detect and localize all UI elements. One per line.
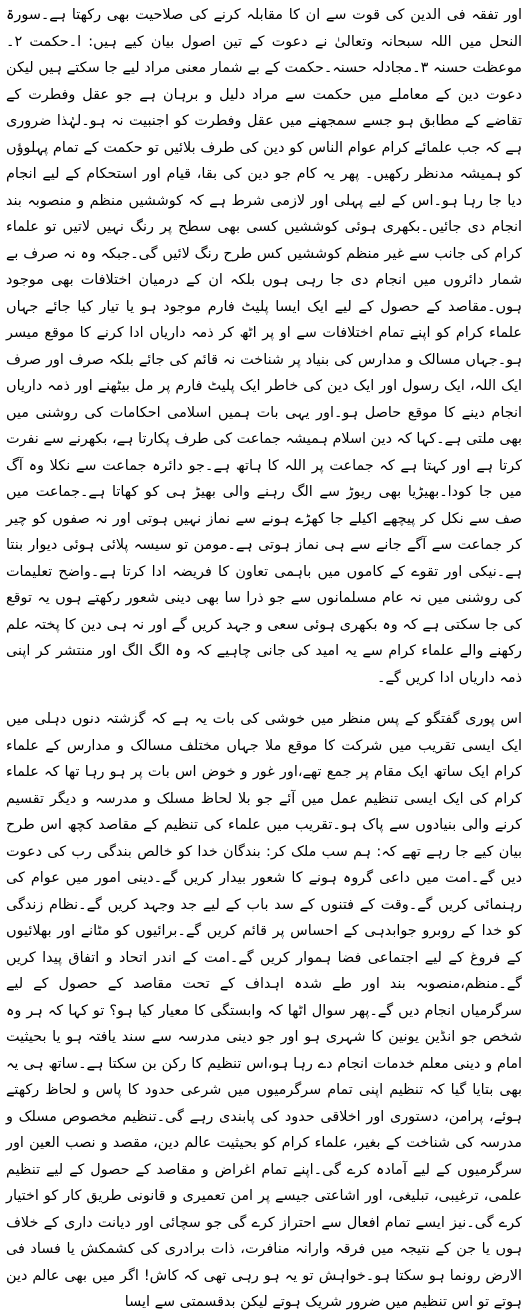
paragraph-1: اور تفقہ فی الدین کی قوت سے ان کا مقابلہ کرنے کی صلاحیت بھی رکھتا ہے۔سورۃ النحل میں اللہ سبحانہ وتعالیٰ نے دعوت کے تین اصول بیان کیے ہیں: ا۔حکمت ۲۔موعظت حسنہ ۳۔مجادلہ حسنہ۔حکمت کے بے شمار معنی مراد لیے جا سکتے ہیں لیکن دعوت دین کے معاملے میں حکمت سے مراد دلیل و برہان ہے جو عقل وفطرت کے تقاضے کے مطابق ہو جسے سمجھنے میں عقل وفطرت کو اجنبیت نہ ہو۔لہٰذا ضروری ہے کہ جب علمائے کرام عوام الناس کو دین کی طرف بلائیں تو حکمت کے تمام پہلوؤں کو ہمیشہ مدنظر رکھیں۔ پھر یہ کام جو دین کی بقا، قیام اور استحکام کے لیے انجام دیا جا رہا ہو۔اس کے لیے پہلی اور لازمی شرط ہے کہ کوششیں منظم و منصوبہ بند انجام دی جائیں۔بکھری ہوئی کوششیں کسی بھی سطح پر رنگ نہیں لاتیں تو علماء کرام کی جانب سے غیر منظم کوششیں کس طرح رنگ لائیں گی۔جبکہ وہ نہ صرف بے شمار دائروں میں انجام دی جا رہی ہوں بلکہ ان کے درمیان اختلافات بھی موجود ہوں۔مقاصد کے حصول کے لیے ایک ایسا پلیٹ فارم موجود ہو یا تیار کیا جائے جہاں علماء کرام کو اپنے تمام اختلافات سے او پر اٹھ کر ذمہ داریاں ادا کرنے کا موقع میسر ہو۔جہاں مسالک و مدارس کی بنیاد پر شناخت نہ قائم کی جائے بلکہ صرف اور صرف ایک اللہ، ایک رسول اور ایک دین کی خاطر ایک پلیٹ فارم پر مل بیٹھنے اور ذمہ داریاں انجام دینے کا موقع حاصل ہو۔اور یہی بات ہمیں اسلامی احکامات کی روشنی میں بھی ملتی ہے۔کہا کہ دین اسلام ہمیشہ جماعت کی طرف پکارتا ہے، بکھرنے سے نفرت کرتا ہے اور کہتا ہے کہ جماعت پر اللہ کا ہاتھ ہے۔جو دائرہ جماعت سے نکلا وہ آگ میں جا کودا۔بھیڑیا بھی ریوڑ سے الگ رہنے والی بھیڑ ہی کو کھاتا ہے۔جماعت میں صف سے نکل کر پیچھے اکیلے جا کھڑے ہونے سے نماز نہیں ہوتی اور نہ صفوں کو چیر کر جماعت سے آگے جانے سے ہی نماز ہوتی ہے۔مومن تو سیسہ پلائی ہوئی دیوار بنتا ہے۔نیکی اور تقوے کے کاموں میں باہمی تعاون کا فریضہ ادا کرتا ہے۔واضح تعلیمات کی روشنی میں نہ عام مسلمانوں سے جو ذرا سا بھی دینی شعور رکھتے ہوں یہ توقع کی جا سکتی ہے کہ وہ بکھری ہوئی سعی و جہد کریں گے اور نہ ہی دین کا پختہ علم رکھنے والے علماء کرام سے یہ امید کی جانی چاہیے کہ وہ الگ الگ اور منتشر کر اپنی ذمہ داریاں ادا کریں گے۔ bbox=[6, 7, 522, 686]
paragraph-2: اس پوری گفتگو کے پس منظر میں خوشی کی بات یہ ہے کہ گزشتہ دنوں دہلی میں ایک ایسی تقریب میں شرکت کا موقع ملا جہاں مختلف مسالک و مدارس کے علماء کرام ایک ساتھ ایک مقام پر جمع تھے،اور غور و خوض اس بات پر ہو رہا تھا کہ علماء کرام کی ایک ایسی تنظیم عمل میں آئے جو بلا لحاظ مسلک و مدرسہ و دیگر تقسیم کرنے والی بنیادوں سے پاک ہو۔تقریب میں علماء کی تنظیم کے مقاصد کچھ اس طرح بیان کیے جا رہے تھے کہ: ہم سب ملک کر: بندگان خدا کو خالص بندگی رب کی دعوت دیں گے۔امت میں داعی گروہ ہونے کا شعور بیدار کریں گے۔دینی امور میں عوام کی رہنمائی کریں گے۔وقت کے فتنوں کے سد باب کے لیے جد وجہد کریں گے۔نظام زندگی کو خدا کے روبرو جوابدہی کے احساس پر قائم کریں گے۔برائیوں کو مٹانے اور بھلائیوں کے فروغ کے لیے اجتماعی فضا ہموار کریں گے۔امت کے اندر اتحاد و اتفاق پیدا کریں گے۔منظم،منصوبہ بند اور طے شدہ اہداف کے تحت مقاصد کے حصول کے لیے سرگرمیاں انجام دیں گے۔پھر سوال اٹھا کہ وابستگی کا معیار کیا ہو؟ تو کہا کہ ہر وہ شخص جو انڈین یونین کا شہری ہو اور جو دینی مدرسہ سے سند یافتہ ہو یا بحیثیت امام و دینی معلم خدمات انجام دے رہا ہو،اس تنظیم کا رکن بن سکتا ہے۔ساتھ ہی یہ بھی بتایا گیا کہ تنظیم اپنی تمام سرگرمیوں میں شرعی حدود کا پاس و لحاظ رکھتے ہوئے، پرامن، دستوری اور اخلاقی حدود کی پابندی رہے گی۔تنظیم مخصوص مسلک و مدرسہ کی شناخت کے بغیر، علماء کرام کو بحیثیت عالم دین، مقصد و نصب العین اور سرگرمیوں کے لیے آمادہ کرے گی۔اپنے تمام اغراض و مقاصد کے حصول کے لیے تنظیم علمی، ترغیبی، تبلیغی، اور اشاعتی جیسے پر امن تعمیری و قانونی طریق کار کو اختیار کرے گی۔نیز ایسے تمام افعال سے احتراز کرے گی جو سچائی اور دیانت داری کے خلاف ہوں یا جن کے نتیجہ میں فرقہ وارانہ منافرت، ذات برادری کی کشمکش یا فساد فی الارض رونما ہو سکتا ہو۔خواہش تو یہ ہو رہی تھی کہ کاش! اگر میں بھی عالم دین ہوتے تو اس تنظیم میں ضرور شریک ہوتے لیکن بدقسمتی سے ایسا bbox=[6, 711, 522, 1310]
